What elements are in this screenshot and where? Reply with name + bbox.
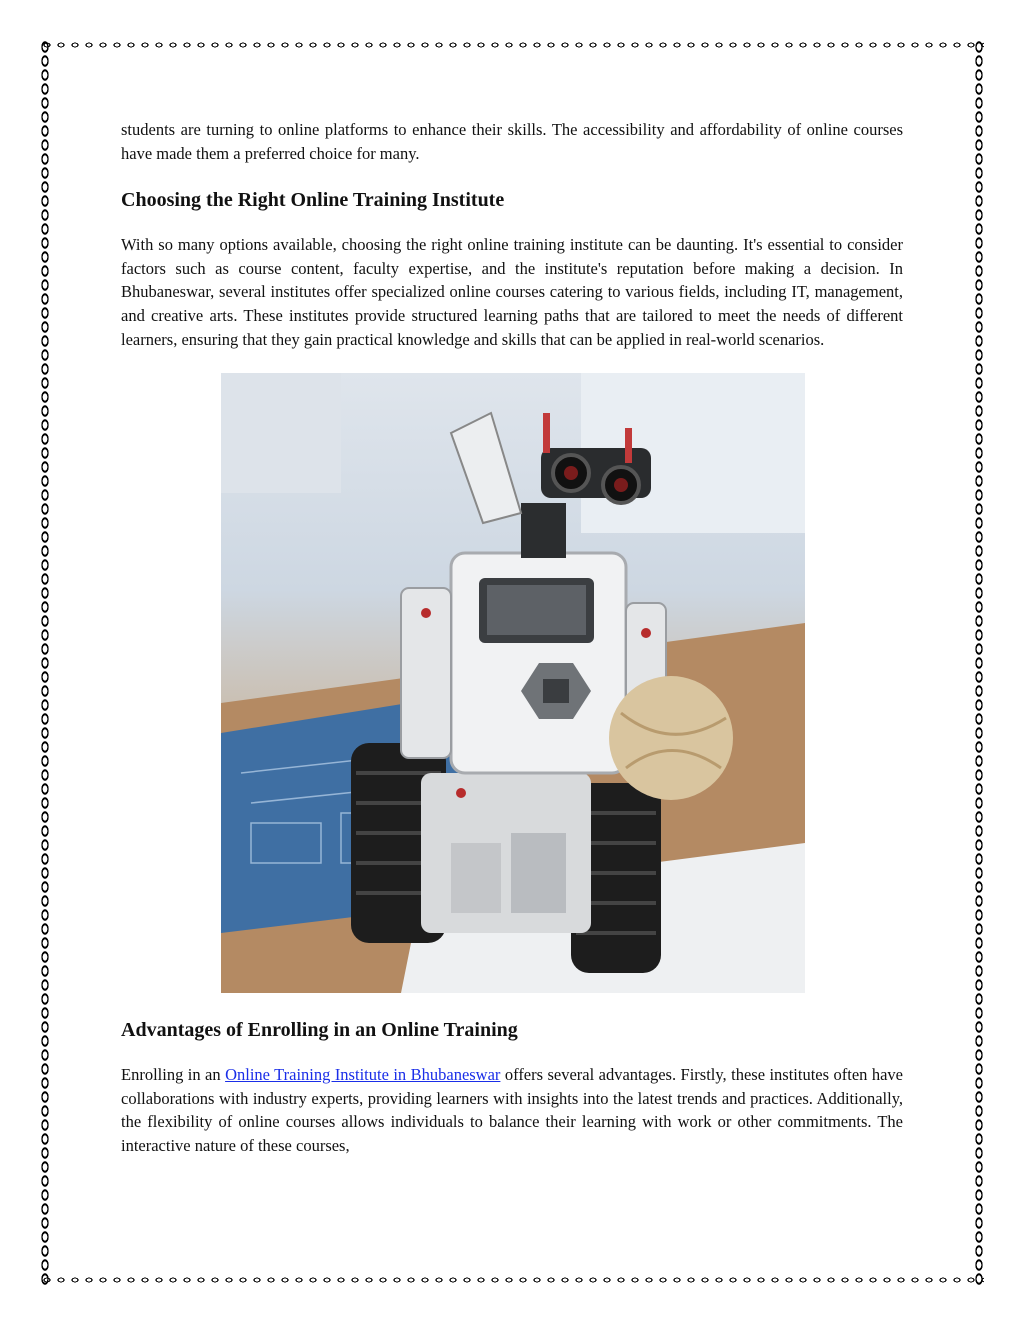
- document-content: [121, 118, 903, 1158]
- heading-advantages: Advantages of Enrolling in an Online Training: [121, 1019, 518, 1042]
- robot-photo: [221, 373, 805, 993]
- choosing-paragraph: With so many options available, choosing the right online training institute can be daunting. It's essential to consider factors such as course content, faculty expertise, and the institute's reputation before making a decision. In Bhubaneswar, several institutes offer specialized online courses catering to various fields, including IT, management, and creative arts. These institutes provide structured learning paths that are tailored to meet the needs of different learners, ensuring that they gain practical knowledge and skills that can be applied in real-world scenarios.: [121, 235, 903, 349]
- heading-choosing-institute: Choosing the Right Online Training Institute: [121, 189, 505, 212]
- page-border-left: [40, 40, 50, 1285]
- advantages-text-end: offers several advantages. Firstly, these institutes often have collaborations with industry experts, providing learners with insights into the latest trends and practices. Additionally, the flexibility of online courses allows individuals to balance their learning with work or other commitments. The interactive nature of these courses,: [121, 1065, 903, 1155]
- page-border-bottom: [40, 1275, 984, 1285]
- intro-paragraph: students are turning to online platforms to enhance their skills. The accessibility and affordability of online courses have made them a preferred choice for many.: [121, 120, 903, 163]
- wall-blur: [221, 373, 341, 493]
- ball: [609, 676, 733, 800]
- advantages-text-start: Enrolling in an: [121, 1065, 226, 1085]
- page-border-right: [974, 40, 984, 1285]
- robot-illustration: [221, 373, 805, 993]
- page-border-top: [40, 40, 984, 50]
- left-antenna: [543, 413, 550, 453]
- right-antenna: [625, 428, 632, 463]
- raised-arm: [451, 413, 521, 523]
- robot-neck: [521, 503, 566, 558]
- online-training-institute-link[interactable]: Online Training Institute in Bhubaneswar: [225, 1065, 501, 1085]
- advantages-paragraph: [121, 1063, 903, 1157]
